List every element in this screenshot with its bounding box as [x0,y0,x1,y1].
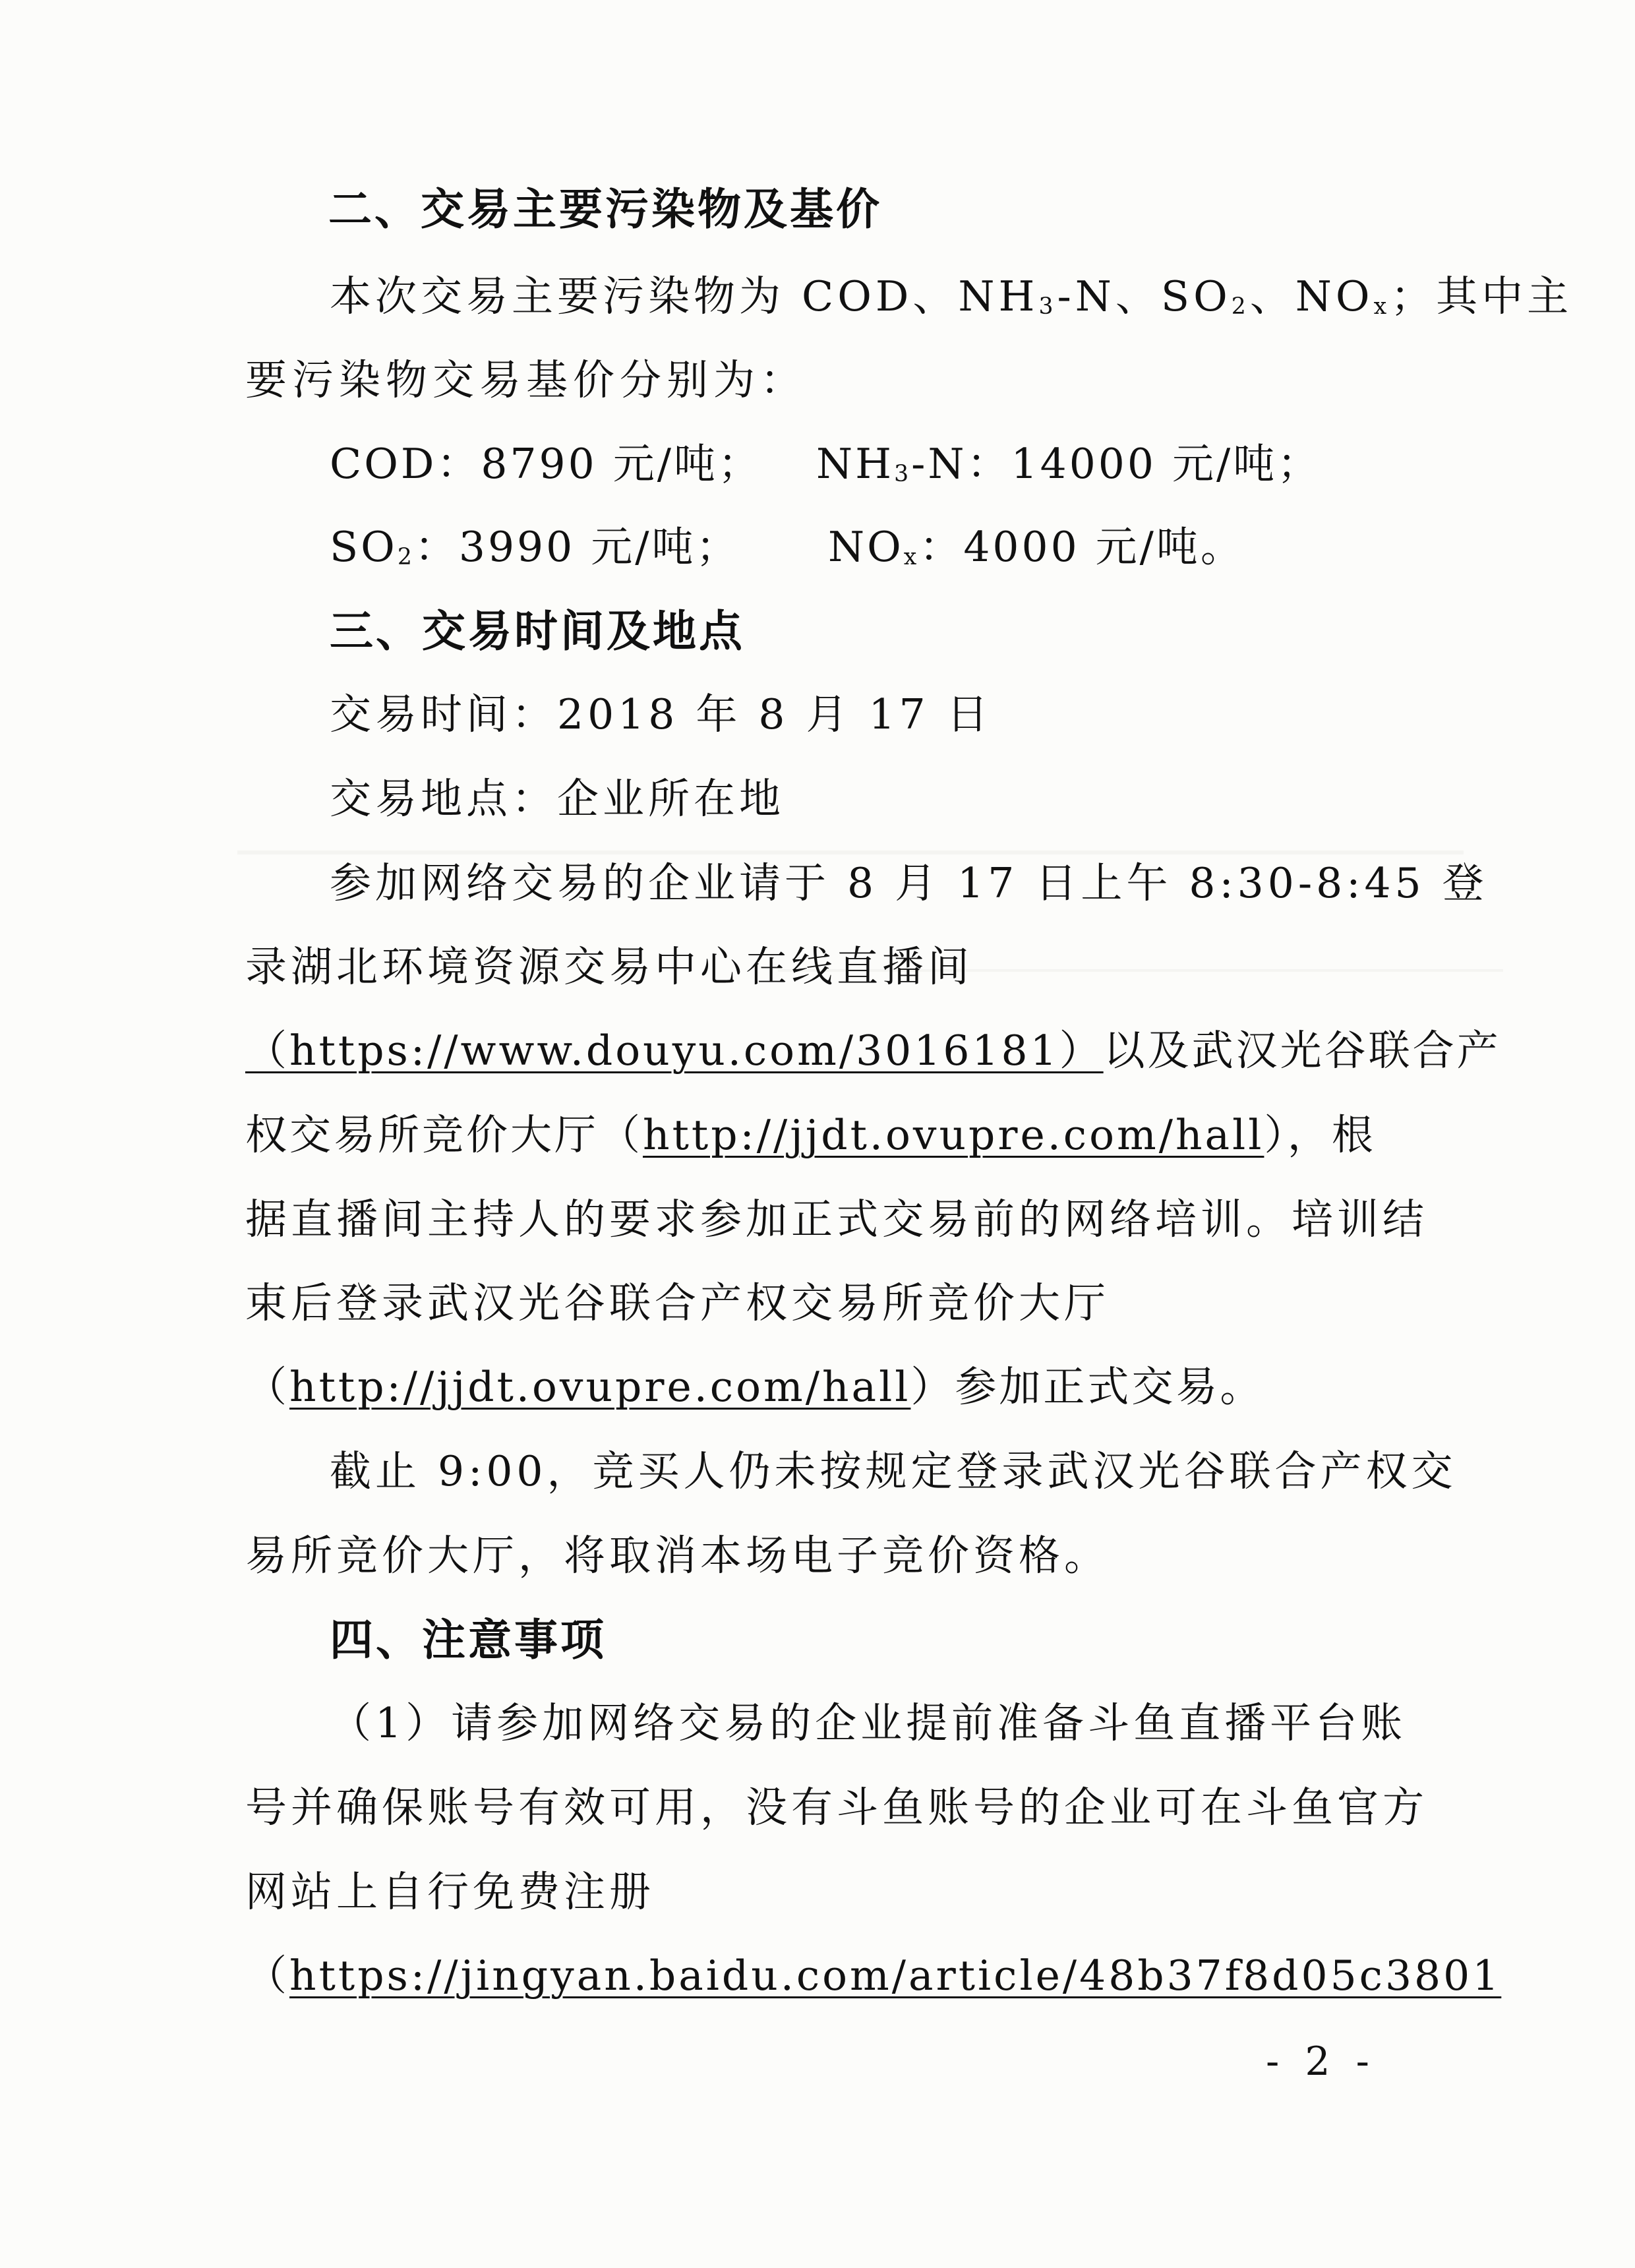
paragraph-online-line-3: （https://www.douyu.com/3016181）以及武汉光谷联合产 [245,1027,1501,1075]
paragraph-pollutants-line-1: 本次交易主要污染物为 COD、$NH_3-N$、$SO_2$、$NO_x$；其中主 [330,272,1573,320]
section-heading-3: 三、交易时间及地点 [330,606,745,657]
douyu-live-link[interactable]: （https://www.douyu.com/3016181） [245,1027,1104,1075]
price-nh3n: $NH_3-N$：14000 元/吨； [816,440,1322,488]
paragraph-deadline-line-1: 截止 9:00，竞买人仍未按规定登录武汉光谷联合产权交 [330,1447,1457,1495]
paragraph-online-line-7: （http://jjdt.ovupre.com/hall）参加正式交易。 [245,1363,1264,1411]
section-heading-4: 四、注意事项 [330,1615,607,1665]
paragraph-pollutants-line-2: 要污染物交易基价分别为： [245,356,807,404]
paragraph-online-line-1: 参加网络交易的企业请于 8 月 17 日上午 8:30-8:45 登 [330,859,1488,907]
paragraph-note1-line-2: 号并确保账号有效可用，没有斗鱼账号的企业可在斗鱼官方 [245,1783,1428,1832]
jjdt-hall-link-2[interactable]: http://jjdt.ovupre.com/hall [289,1363,911,1411]
page-number: - 2 - [1266,2039,1376,2085]
trade-time: 交易时间：2018 年 8 月 17 日 [330,690,992,738]
scan-shadow-band [237,850,1464,854]
price-so2: $SO_2$：3990 元/吨； [330,523,740,571]
trade-place: 交易地点：企业所在地 [330,775,785,823]
paragraph-online-line-6: 束后登录武汉光谷联合产权交易所竞价大厅 [245,1279,1110,1327]
paragraph-online-line-2: 录湖北环境资源交易中心在线直播间 [245,943,973,991]
price-cod: COD：8790 元/吨； [330,440,762,488]
paragraph-note1-line-3: 网站上自行免费注册 [245,1868,655,1916]
paragraph-online-line-5: 据直播间主持人的要求参加正式交易前的网络培训。培训结 [245,1195,1428,1243]
section-heading-2: 二、交易主要污染物及基价 [328,184,882,235]
paragraph-deadline-line-2: 易所竞价大厅，将取消本场电子竞价资格。 [245,1532,1110,1580]
price-nox: $NO_x$：4000 元/吨。 [828,523,1245,571]
jjdt-hall-link[interactable]: http://jjdt.ovupre.com/hall [643,1111,1264,1159]
douyu-register-guide-link[interactable]: https://jingyan.baidu.com/article/48b37f8d05c3801 [289,1952,1502,2000]
paragraph-online-line-4: 权交易所竞价大厅（http://jjdt.ovupre.com/hall），根 [245,1111,1376,1159]
paragraph-note1-line-4: （https://jingyan.baidu.com/article/48b37f8d05c3801 [245,1952,1502,2000]
paragraph-note1-line-1: （1）请参加网络交易的企业提前准备斗鱼直播平台账 [330,1699,1407,1747]
